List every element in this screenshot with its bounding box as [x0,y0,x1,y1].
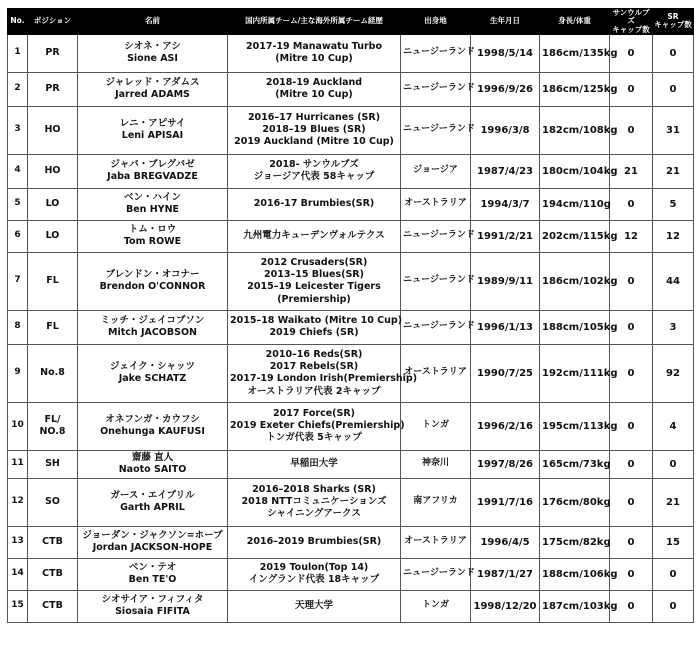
player-position [28,478,78,526]
player-career-line: 2018–19 Blues (SR) [262,124,366,136]
player-name-line: 齋藤 直人 [131,451,174,463]
player-height-weight: 192cm/111kg [540,344,610,402]
player-number: 14 [8,558,28,590]
player-position-line: CTB [42,600,63,612]
player-career [228,402,405,450]
player-career-line: トンガ代表 5キャップ [266,432,362,444]
player-number: 4 [8,154,28,188]
player-career-line: 早稲田大学 [290,458,338,470]
player-sr-caps: 4 [653,402,694,450]
player-name-line: Sione ASI [127,53,178,65]
player-position-line: LO [45,198,60,210]
player-number: 3 [8,106,28,154]
player-origin: オーストラリア [401,526,471,558]
player-name-line: ミッチ・ジェイコブソン [100,314,205,326]
player-name-line: Leni APISAI [121,130,184,142]
player-career-line: 2019 Chiefs (SR) [269,327,359,339]
player-name-line: レニ・アピサイ [119,117,186,129]
player-birthdate: 1987/4/23 [471,154,540,188]
player-position-line: FL/ [44,413,61,425]
player-position-line: LO [45,230,60,242]
player-career [228,106,401,154]
player-height-weight: 195cm/113kg [540,402,610,450]
player-birthdate: 1991/2/21 [471,220,540,252]
player-career-line: 2017-19 London Irish(Premiership) [230,373,418,385]
player-name [78,590,228,622]
player-position-line: HO [44,124,61,136]
player-sunwolves-caps: 0 [610,72,653,106]
table-row [8,450,694,478]
player-name-line: オネフンガ・カウフシ [105,413,200,425]
roster-table [7,8,694,623]
player-career-line: 2017-19 Manawatu Turbo [246,40,382,52]
player-career-line: (Mitre 10 Cup) [275,89,353,101]
player-sr-caps: 92 [653,344,694,402]
player-sunwolves-caps: 0 [610,478,653,526]
player-name-line: シオネ・アシ [124,40,181,52]
player-number: 6 [8,220,28,252]
player-origin: 南アフリカ [401,478,471,526]
player-name [78,526,228,558]
player-number: 1 [8,34,28,72]
player-height-weight: 194cm/110g [540,188,610,220]
player-position-line: FL [46,275,59,287]
player-height-weight: 188cm/106kg [540,558,610,590]
player-origin: ニュージーランド [401,558,471,590]
player-career-line: 九州電力キューデンヴォルテクス [243,230,385,242]
player-name [78,106,228,154]
player-number: 8 [8,310,28,344]
player-origin: ニュージーランド [401,310,471,344]
player-name [78,310,228,344]
header-sunwolves-caps [610,9,653,35]
player-height-weight: 186cm/102kg [540,252,610,310]
player-career-line: 2019 Exeter Chiefs(Premiership) [230,420,405,432]
table-row [8,402,694,450]
player-name-line: シオサイア・フィフィタ [101,593,204,605]
player-career-line: 2017 Rebels(SR) [269,360,359,372]
player-position-line: PR [45,47,60,59]
table-row [8,526,694,558]
player-name-line: Onehunga KAUFUSI [100,426,205,438]
player-sr-caps: 0 [653,34,694,72]
player-number: 7 [8,252,28,310]
player-position [28,450,78,478]
player-position [28,558,78,590]
player-position-line: SO [45,496,60,508]
player-origin: ニュージーランド [401,252,471,310]
player-career [228,344,418,402]
player-position [28,344,78,402]
player-sr-caps: 44 [653,252,694,310]
player-career-line: (Mitre 10 Cup) [275,53,353,65]
player-origin: ニュージーランド [401,34,471,72]
player-name [78,558,228,590]
player-sunwolves-caps: 0 [610,590,653,622]
player-name [78,220,228,252]
player-birthdate: 1989/9/11 [471,252,540,310]
player-sr-caps: 15 [653,526,694,558]
player-career-line: 天理大学 [294,600,333,612]
player-name-line: Jordan JACKSON-HOPE [92,542,213,554]
player-career-line: 2010–16 Reds(SR) [265,348,363,360]
player-birthdate: 1996/9/26 [471,72,540,106]
player-birthdate: 1991/7/16 [471,478,540,526]
player-career-line: 2015–19 Leicester Tigers [247,281,381,293]
player-position-line: No.8 [40,367,65,379]
header-sr-caps-line: SR [667,12,679,22]
player-career-line: イングランド代表 18キャップ [248,574,380,586]
table-row [8,220,694,252]
player-position-line: PR [45,83,60,95]
header-sr-caps [653,9,694,35]
player-position [28,526,78,558]
player-name-line: ガース・エイプリル [110,489,195,501]
player-name-line: Ben HYNE [125,204,180,216]
player-sunwolves-caps: 0 [610,106,653,154]
player-birthdate: 1996/1/13 [471,310,540,344]
player-career-line: 2016–2019 Brumbies(SR) [246,536,382,548]
player-position [28,590,78,622]
player-sunwolves-caps: 0 [610,34,653,72]
player-position-line: FL [46,321,59,333]
player-position [28,310,78,344]
player-height-weight: 202cm/115kg [540,220,610,252]
player-sunwolves-caps: 0 [610,402,653,450]
table-row [8,344,694,402]
player-position [28,72,78,106]
table-row [8,252,694,310]
header-origin: 出身地 [401,9,471,35]
player-number: 5 [8,188,28,220]
player-sunwolves-caps: 0 [610,450,653,478]
player-position [28,252,78,310]
player-height-weight: 182cm/108kg [540,106,610,154]
header-birthdate: 生年月日 [471,9,540,35]
table-row [8,558,694,590]
player-sr-caps: 21 [653,478,694,526]
player-number: 9 [8,344,28,402]
player-name [78,344,228,402]
player-name-line: Ben TE'O [128,574,177,586]
player-position-line: HO [44,165,61,177]
player-position [28,402,78,450]
player-number: 2 [8,72,28,106]
player-career [228,252,401,310]
player-origin: トンガ [401,402,471,450]
player-position-line: SH [45,458,60,470]
player-career [228,72,401,106]
table-row [8,310,694,344]
header-name: 名前 [78,9,228,35]
player-career [228,478,401,526]
player-career [228,34,401,72]
player-career [228,450,401,478]
player-name-line: Brendon O'CONNOR [99,281,206,293]
player-career [228,188,401,220]
player-origin: ニュージーランド [401,106,471,154]
player-career-line: 2015–18 Waikato (Mitre 10 Cup) [230,314,403,326]
player-birthdate: 1996/2/16 [471,402,540,450]
player-height-weight: 175cm/82kg [540,526,610,558]
player-career [228,310,401,344]
player-sunwolves-caps: 0 [610,344,653,402]
player-sr-caps: 21 [653,154,694,188]
table-row [8,188,694,220]
player-career [228,558,401,590]
player-number: 11 [8,450,28,478]
player-birthdate: 1996/3/8 [471,106,540,154]
player-name-line: ジャバ・ブレグバゼ [110,158,195,170]
player-name [78,450,228,478]
player-height-weight: 187cm/103kg [540,590,610,622]
player-sr-caps: 0 [653,558,694,590]
player-career-line: 2017 Force(SR) [273,407,355,419]
header-sr-caps-line: キャップ数 [654,20,692,30]
player-position [28,188,78,220]
player-career-line: 2019 Auckland (Mitre 10 Cup) [234,136,394,148]
player-name [78,478,228,526]
player-number: 10 [8,402,28,450]
player-origin: ニュージーランド [401,72,471,106]
player-origin: トンガ [401,590,471,622]
player-position [28,34,78,72]
player-height-weight: 176cm/80kg [540,478,610,526]
player-sr-caps: 3 [653,310,694,344]
player-career-line: ジョージア代表 58キャップ [253,171,375,183]
player-sr-caps: 5 [653,188,694,220]
player-sunwolves-caps: 21 [610,154,653,188]
player-position [28,106,78,154]
player-sr-caps: 31 [653,106,694,154]
player-sunwolves-caps: 0 [610,188,653,220]
player-birthdate: 1998/12/20 [471,590,540,622]
header-sunwolves-caps-line: キャップ数 [612,24,650,34]
player-sunwolves-caps: 0 [610,558,653,590]
player-name-line: ベン・ハイン [123,191,181,203]
player-origin: オーストラリア [401,344,471,402]
player-position-line: CTB [42,568,63,580]
player-career-line: (Premiership) [277,293,351,305]
player-career-line: 2016–17 Hurricanes (SR) [247,111,381,123]
table-row [8,478,694,526]
player-career-line: オーストラリア代表 2キャップ [247,385,381,397]
player-name [78,402,228,450]
player-number: 15 [8,590,28,622]
player-position [28,220,78,252]
player-origin: ニュージーランド [401,220,471,252]
player-birthdate: 1990/7/25 [471,344,540,402]
player-origin: オーストラリア [401,188,471,220]
table-row [8,34,694,72]
player-name [78,188,228,220]
header-no: No. [8,9,28,35]
player-career-line: 2018 NTTコミュニケーションズ [241,496,387,508]
player-position-line: NO.8 [39,426,66,438]
player-name-line: Naoto SAITO [118,464,187,476]
player-name-line: Tom ROWE [123,236,182,248]
player-name [78,252,228,310]
player-position [28,154,78,188]
player-sunwolves-caps: 0 [610,310,653,344]
player-name-line: Garth APRIL [120,502,185,514]
player-name-line: Mitch JACOBSON [108,327,197,339]
table-row [8,72,694,106]
player-career [228,590,401,622]
player-career-line: 2013–15 Blues(SR) [264,268,364,280]
player-sr-caps: 0 [653,450,694,478]
player-number: 13 [8,526,28,558]
player-birthdate: 1997/8/26 [471,450,540,478]
player-number: 12 [8,478,28,526]
player-name-line: ジャレッド・アダムス [105,76,200,88]
player-birthdate: 1994/3/7 [471,188,540,220]
player-sr-caps: 0 [653,590,694,622]
table-row [8,106,694,154]
player-origin: ジョージア [401,154,471,188]
player-career-line: 2012 Crusaders(SR) [260,256,368,268]
player-name-line: Jaba BREGVADZE [107,171,198,183]
player-name-line: Jake SCHATZ [118,373,187,385]
player-career [228,526,401,558]
player-name [78,154,228,188]
player-height-weight: 186cm/125kg [540,72,610,106]
player-sunwolves-caps: 12 [610,220,653,252]
roster-body [8,34,694,622]
player-name [78,34,228,72]
player-career-line: 2018-19 Auckland [265,76,363,88]
table-row [8,154,694,188]
header-career: 国内所属チーム/主な海外所属チーム経歴 [228,9,401,35]
player-birthdate: 1987/1/27 [471,558,540,590]
player-name [78,72,228,106]
player-name-line: Siosaia FIFITA [115,606,190,618]
player-name-line: ブレンドン・オコナー [105,268,200,280]
player-sr-caps: 12 [653,220,694,252]
player-name-line: ジェイク・シャッツ [110,360,195,372]
player-birthdate: 1996/4/5 [471,526,540,558]
player-name-line: トム・ロウ [128,223,177,235]
player-name-line: Jarred ADAMS [115,89,190,101]
player-sr-caps: 0 [653,72,694,106]
player-career [228,154,401,188]
player-sunwolves-caps: 0 [610,526,653,558]
player-birthdate: 1998/5/14 [471,34,540,72]
header-height-weight: 身長/体重 [540,9,610,35]
player-height-weight: 186cm/135kg [540,34,610,72]
table-header-row [8,9,694,35]
player-career-line: 2016–2018 Sharks (SR) [252,483,376,495]
header-position: ポジション [28,9,78,35]
player-name-line: ジョーダン・ジャクソン=ホープ [82,529,223,541]
player-career [228,220,401,252]
player-career-line: シャイニングアークス [267,508,361,520]
player-height-weight: 188cm/105kg [540,310,610,344]
player-sunwolves-caps: 0 [610,252,653,310]
player-origin: 神奈川 [401,450,471,478]
player-name-line: ベン・テオ [128,561,177,573]
player-career-line: 2016-17 Brumbies(SR) [253,198,375,210]
player-height-weight: 165cm/73kg [540,450,610,478]
player-career-line: 2019 Toulon(Top 14) [259,561,369,573]
player-height-weight: 180cm/104kg [540,154,610,188]
player-position-line: CTB [42,536,63,548]
header-sunwolves-caps-line: サンウルブズ [612,8,650,26]
player-career-line: 2018- サンウルブズ [269,158,359,170]
table-row [8,590,694,622]
